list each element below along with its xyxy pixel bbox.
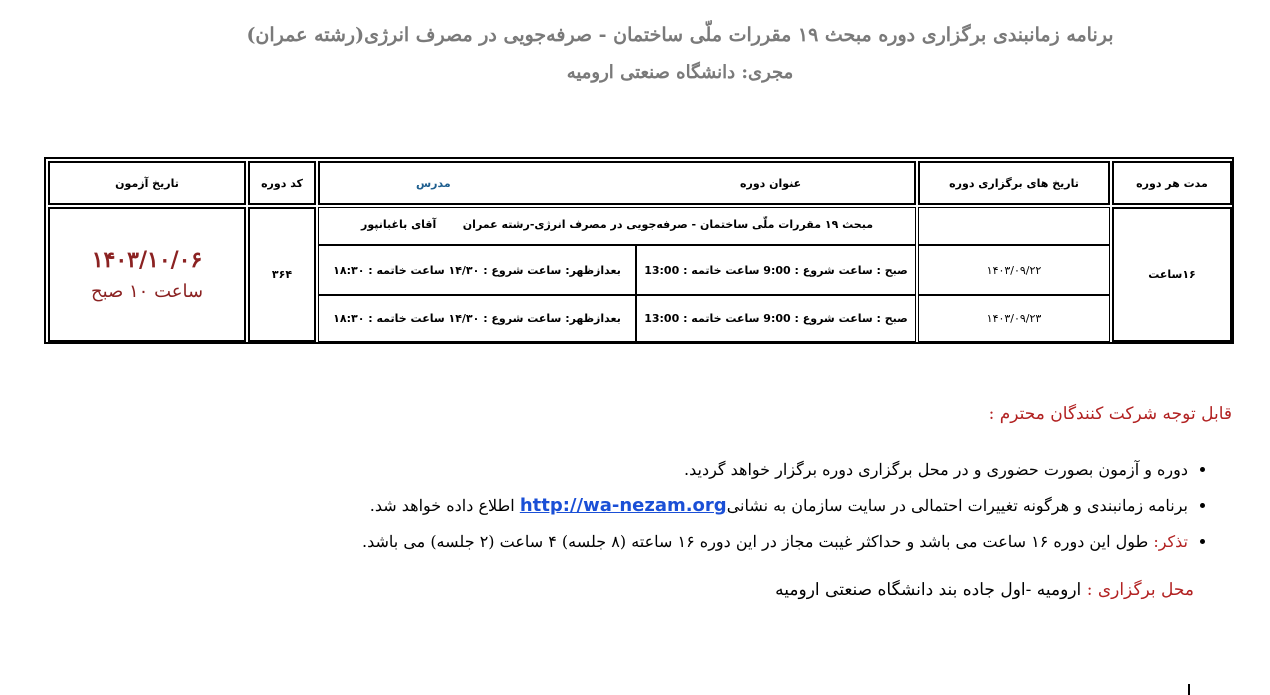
header-duration: مدت هر دوره xyxy=(1112,161,1232,205)
session-afternoon-1: بعدازظهر: ساعت شروع : ۱۴/۳۰ ساعت خاتمه : ۱۸:۳۰ xyxy=(318,245,636,295)
website-link[interactable]: http://wa-nezam.org xyxy=(519,495,727,516)
page-title: برنامه زمانبندی برگزاری دوره مبحث ۱۹ مقررات ملّی ساختمان - صرفه‌جویی در مصرف انرژی(رشته عمران) xyxy=(246,24,1114,46)
session-morning-2: صبح : ساعت شروع : 9:00 ساعت خاتمه : 13:00 xyxy=(636,295,916,342)
note-text: برنامه زمانبندی و هرگونه تغییرات احتمالی در سایت سازمان به نشانی xyxy=(726,496,1188,515)
venue-text: ارومیه -اول جاده بند دانشگاه صنعتی ارومیه xyxy=(775,580,1087,600)
note-text: اطلاع داده خواهد شد. xyxy=(369,496,520,515)
note-text: دوره و آزمون بصورت حضوری و در محل برگزاری دوره برگزار خواهد گردید. xyxy=(684,460,1188,479)
duration-cell: ۱۶ساعت xyxy=(1112,207,1232,342)
notice-heading: قابل توجه شرکت کنندگان محترم : xyxy=(988,404,1232,424)
session-date-1: ۱۴۰۳/۰۹/۲۲ xyxy=(918,245,1110,295)
note-item xyxy=(362,524,1188,560)
session-date-2: ۱۴۰۳/۰۹/۲۳ xyxy=(918,295,1110,342)
header-course-title-label: عنوان دوره xyxy=(740,176,802,190)
header-instructor-label: مدرس xyxy=(416,176,451,190)
header-course-title xyxy=(318,161,916,205)
header-code: کد دوره xyxy=(248,161,316,205)
organizer-line: مجری: دانشگاه صنعتی ارومیه xyxy=(566,62,794,83)
session-morning-1: صبح : ساعت شروع : 9:00 ساعت خاتمه : 13:00 xyxy=(636,245,916,295)
exam-date-value: ۱۴۰۳/۱۰/۰۶ xyxy=(91,247,203,273)
page-edge-mark xyxy=(1188,684,1190,695)
exam-cell xyxy=(48,207,246,342)
dates-title-blank xyxy=(918,207,1110,245)
schedule-table xyxy=(44,157,1234,344)
venue-label: محل برگزاری : xyxy=(1086,580,1194,600)
note-label: تذکر: xyxy=(1153,532,1188,551)
course-title-cell xyxy=(318,207,916,245)
exam-time-value: ساعت ۱۰ صبح xyxy=(90,281,204,302)
note-item xyxy=(362,488,1188,524)
session-afternoon-2: بعدازظهر: ساعت شروع : ۱۴/۳۰ ساعت خاتمه : ۱۸:۳۰ xyxy=(318,295,636,342)
header-dates: تاریخ های برگزاری دوره xyxy=(918,161,1110,205)
course-code-cell: ۳۶۴ xyxy=(248,207,316,342)
header-exam-date: تاریخ آزمون xyxy=(48,161,246,205)
venue-line xyxy=(775,580,1194,600)
instructor-name: آقای باغبانپور xyxy=(361,218,437,231)
notes-list xyxy=(362,452,1210,560)
course-title-text: مبحث ۱۹ مقررات ملّی ساختمان - صرفه‌جویی در مصرف انرژی-رشته عمران xyxy=(462,218,873,231)
note-item xyxy=(362,452,1188,488)
note-text: طول این دوره ۱۶ ساعت می باشد و حداکثر غیبت مجاز در این دوره ۱۶ ساعته (۸ جلسه) ۴ ساعت (۲ جلسه) می باشد. xyxy=(362,532,1154,551)
